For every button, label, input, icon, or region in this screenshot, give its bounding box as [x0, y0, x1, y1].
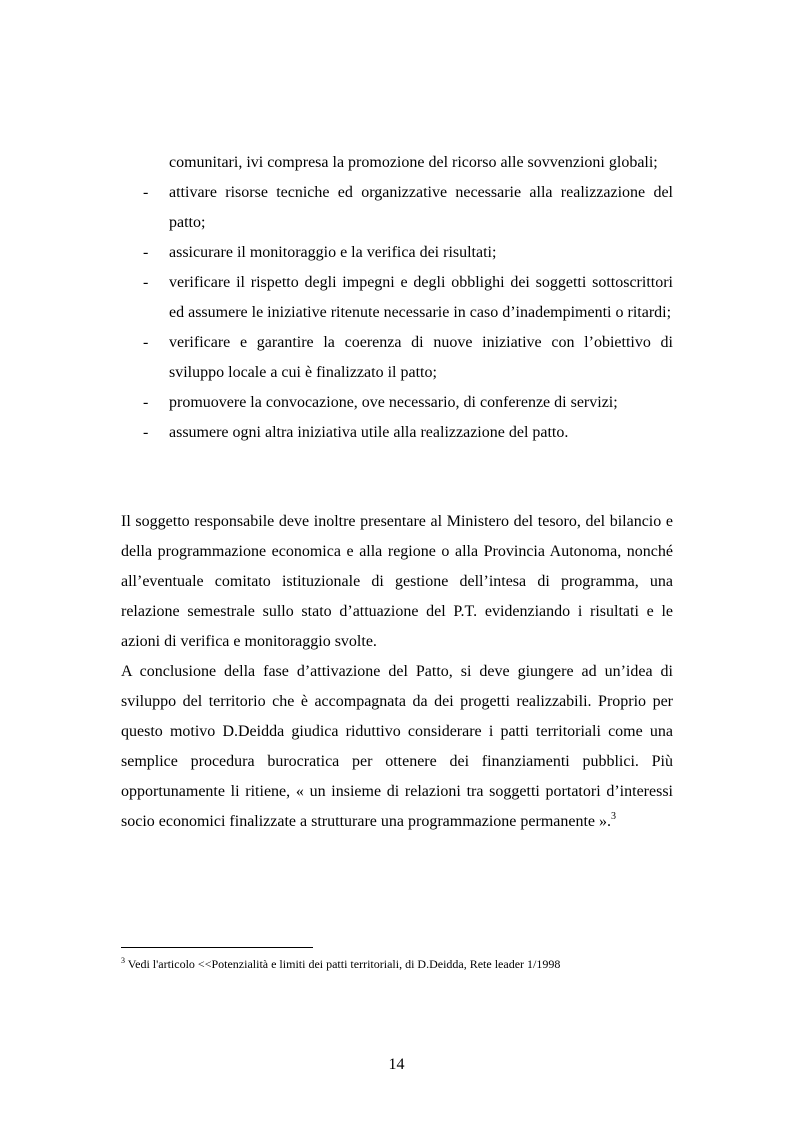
paragraph-text: Il soggetto responsabile deve inoltre presentare al Ministero del tesoro, del bilancio e della programmazione economica e alla regione o alla Provincia Autonoma, nonché all’eventuale comitato istituzionale di gestione dell’intesa di programma, una relazione semestrale sullo stato d’attuazione del P.T. evidenziando i risultati e le azioni di verifica e monitoraggio svolte. — [121, 513, 673, 650]
footnote-divider — [121, 947, 313, 948]
footnote-reference: 3 — [611, 811, 617, 822]
list-item — [121, 388, 673, 418]
footnote-text: Vedi l'articolo <<Potenzialità e limiti dei patti territoriali, di D.Deidda, Rete leader 1/1998 — [125, 957, 561, 971]
footnote — [121, 955, 681, 973]
list-item-text: assicurare il monitoraggio e la verifica dei risultati; — [169, 244, 497, 261]
list-dash: - — [143, 394, 149, 411]
list-item — [121, 418, 673, 448]
list-dash: - — [143, 274, 149, 291]
paragraph-text: A conclusione della fase d’attivazione del Patto, si deve giungere ad un’idea di sviluppo del territorio che è accompagnata da dei progetti realizzabili. Proprio per questo motivo D.Deidda giudica riduttivo considerare i patti territoriali come una semplice procedura burocratica per ottenere dei finanziamenti pubblici. Più opportunamente li ritiene, « un insieme di relazioni tra soggetti portatori d’interessi socio economici finalizzate a strutturare una programmazione permanente ». — [121, 663, 673, 830]
page-number: 14 — [388, 1056, 405, 1073]
list-item-text: verificare e garantire la coerenza di nuove iniziative con l’obiettivo di sviluppo locale a cui è finalizzato il patto; — [169, 334, 673, 381]
list-item-text: attivare risorse tecniche ed organizzative necessarie alla realizzazione del patto; — [169, 184, 673, 231]
responsibility-list — [121, 148, 673, 448]
list-dash: - — [143, 184, 149, 201]
list-item-text: promuovere la convocazione, ove necessario, di conferenze di servizi; — [169, 394, 618, 411]
list-dash: - — [143, 334, 149, 351]
list-item — [121, 328, 673, 388]
list-item-text: verificare il rispetto degli impegni e degli obblighi dei soggetti sottoscrittori ed assumere le iniziative ritenute necessarie in caso d’inadempimenti o ritardi; — [169, 274, 673, 321]
footnote-marker: 3 — [121, 956, 125, 965]
list-item-continuation — [121, 148, 673, 178]
list-dash: - — [143, 244, 149, 261]
list-item-text: comunitari, ivi compresa la promozione del ricorso alle sovvenzioni globali; — [169, 154, 658, 171]
list-item — [121, 178, 673, 238]
body-paragraph — [121, 657, 673, 837]
list-item — [121, 238, 673, 268]
list-dash: - — [143, 424, 149, 441]
list-item — [121, 268, 673, 328]
body-paragraph — [121, 507, 673, 657]
list-item-text: assumere ogni altra iniziativa utile alla realizzazione del patto. — [169, 424, 569, 441]
